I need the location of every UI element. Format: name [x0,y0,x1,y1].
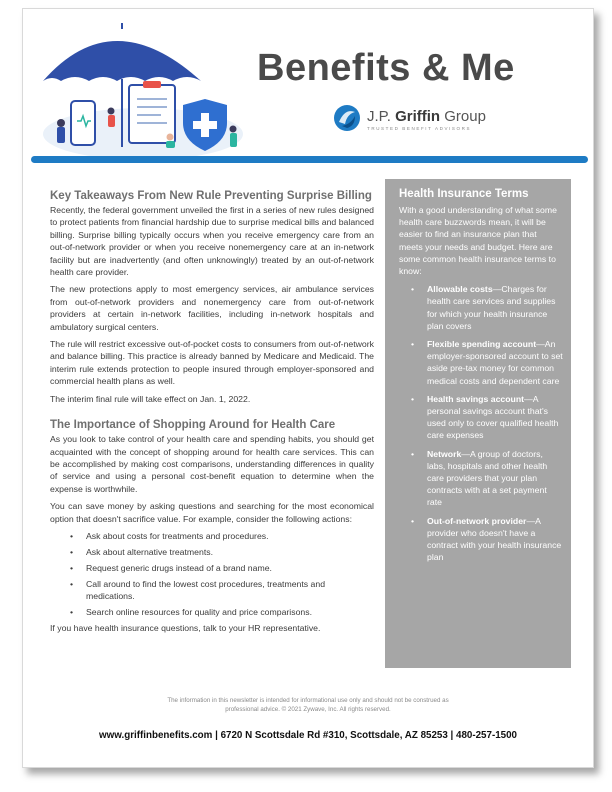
phone-heart-icon [71,101,95,145]
section-heading-shopping-around: The Importance of Shopping Around for Health Care [50,419,336,432]
bullet-icon: • [70,546,74,557]
bullet-icon: • [70,606,74,617]
list-item: • Request generic drugs instead of a brand name. [70,562,272,573]
main-column [50,181,374,639]
logo-tagline: TRUSTED BENEFIT ADVISORS [367,126,472,131]
company-logo [333,104,533,138]
sidebar-intro: With a good understanding of what some health care buzzwords mean, it will be easier to find an insurance plan that meets your needs and budget. Here are some common health insurance terms to know: [399,205,557,277]
bullet-icon: • [411,515,415,526]
disclaimer: The information in this newsletter is intended for informational use only and should not be construed as professional advice. © 2021 Zywave, Inc. All rights reserved. [167,697,449,713]
section-heading-surprise-billing: Key Takeaways From New Rule Preventing Surprise Billing [50,190,372,202]
newsletter-title: Benefits & Me [257,47,515,89]
clipboard-illustration [129,81,175,143]
terms-list [385,283,571,563]
contact-line: www.griffinbenefits.com | 6720 N Scottsdale Rd #310, Scottsdale, AZ 85253 | 480-257-1500 [98,730,518,741]
list-item: • Ask about costs for treatments and procedures. [70,530,269,541]
jp-griffin-logo-icon [333,104,361,132]
logo-wordmark: J.P. Griffin Group [367,108,486,125]
bullet-icon: • [70,530,74,541]
bullet-icon: • [411,339,415,350]
paragraph: You can save money by asking questions and searching for the most economical option that doesn't sacrifice value. For example, consider the following actions: [50,501,374,524]
term-item: • Out-of-network provider—A provider who doesn't have a contract with your health insurance plan [411,515,562,563]
term-item: • Health savings account—A personal savings account that's used only to cover qualified health care expenses [411,393,559,441]
term-item: • Flexible spending account—An employer-sponsored account to set aside pre-tax money for common medical costs and dependent care [411,339,563,386]
bullet-icon: • [70,578,74,589]
newsletter-page [22,8,594,768]
bullet-icon: • [411,448,415,459]
paragraph: Recently, the federal government unveiled the first in a series of new rules designed to protect patients from financial hardship due to surprise medical bills and balanced billing. Surprise billing typically occurs when you receive emergency care from an out-of-network provider or when you receive nonemergency care at an in-network facility but are inadvertently (and often unknowingly) treated by an out-of-network health care provider. [50,205,374,278]
health-insurance-illustration [33,19,248,159]
bullet-icon: • [411,284,415,295]
sidebar-heading: Health Insurance Terms [399,188,529,200]
list-item: • Ask about alternative treatments. [70,546,213,557]
closing-paragraph: If you have health insurance questions, talk to your HR representative. [50,622,321,633]
list-item: • Search online resources for quality and price comparisons. [70,606,312,617]
term-item: • Network—A group of doctors, labs, hospitals and other health care providers that your plan contracts with at a set payment rate [411,448,548,508]
paragraph: As you look to take control of your health care and spending habits, you should get acquainted with the concept of shopping around for health care services. This can be accomplished by making cost comparisons, understanding differences in quality of service and using a personal cost-benefit equation to determine when the expense is worthwhile. [50,434,374,494]
paragraph: The interim final rule will take effect on Jan. 1, 2022. [50,393,251,404]
bullet-icon: • [411,393,415,404]
term-item: • Allowable costs—Charges for health care services and supplies for which your health insurance plan covers [411,284,556,331]
action-list [50,530,374,618]
paragraph: The new protections apply to most emergency services, air ambulance services from out-of-network providers and nonemergency care from out-of-network providers at certain in-network facilities, including in-network hospitals and ambulatory surgical centers. [50,284,374,332]
list-item: • Call around to find the lowest cost procedures, treatments and medications. [70,578,326,601]
bullet-icon: • [70,562,74,573]
sidebar-health-insurance-terms [385,179,571,668]
header-divider [31,156,588,163]
paragraph: The rule will restrict excessive out-of-pocket costs to consumers from out-of-network and balance billing. This practice is already banned by Medicare and Medicaid. The interim rule extends protection to people insured through employer-sponsored and commercial health plans as well. [50,339,374,387]
